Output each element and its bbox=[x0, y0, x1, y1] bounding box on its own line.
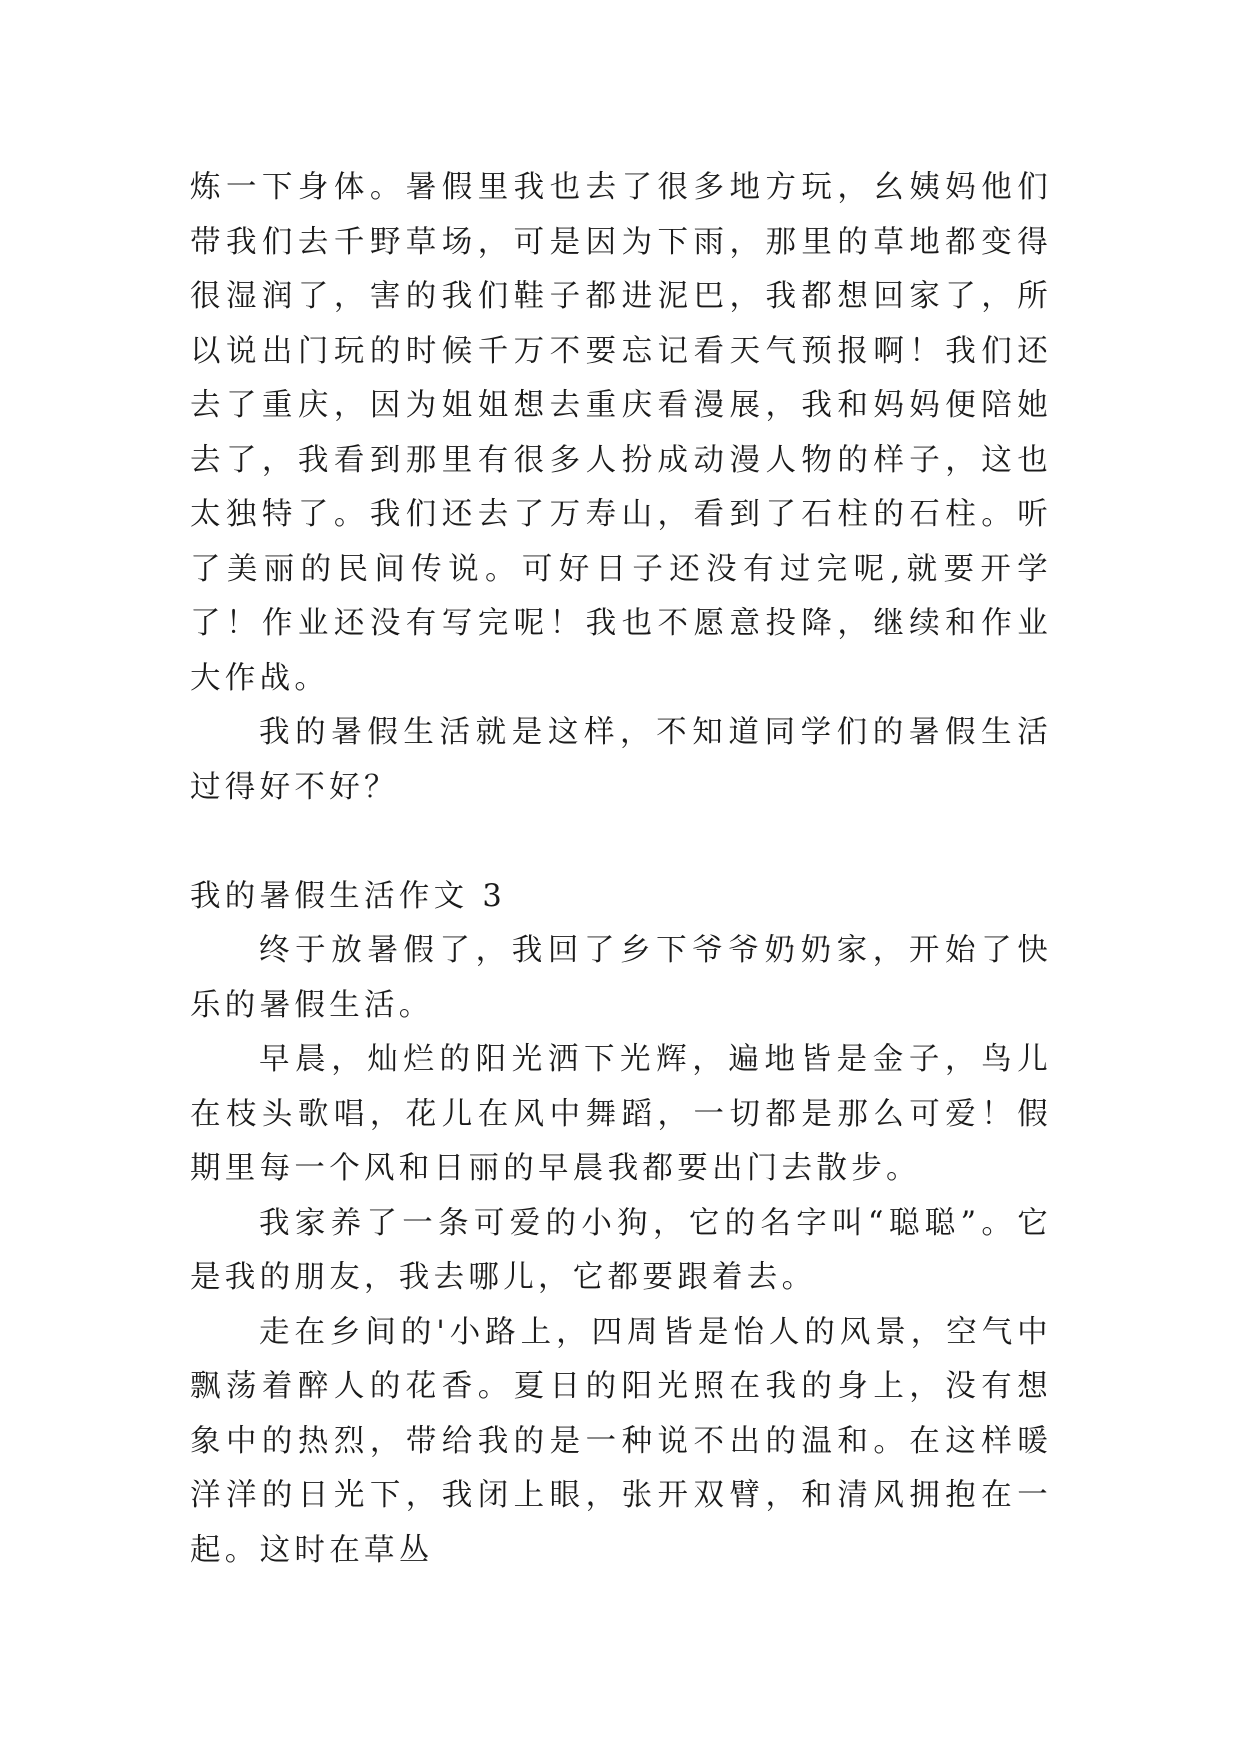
paragraph: 我家养了一条可爱的小狗，它的名字叫“聪聪”。它是我的朋友，我去哪儿，它都要跟着去。 bbox=[190, 1205, 1052, 1295]
paragraph-continued: 炼一下身体。暑假里我也去了很多地方玩，幺姨妈他们带我们去千野草场，可是因为下雨，那里的草地都变得很湿润了，害的我们鞋子都进泥巴，我都想回家了，所以说出门玩的时候千万不要忘记看天气预报啊！我们还去了重庆，因为姐姐想去重庆看漫展，我和妈妈便陪她去了，我看到那里有很多人扮成动漫人物的样子，这也太独特了。我们还去了万寿山，看到了石柱的石柱。听了美丽的民间传说。可好日子还没有过完呢,就要开学了！作业还没有写完呢！我也不愿意投降，继续和作业大作战。 bbox=[190, 170, 1052, 696]
section2-tail bbox=[190, 161, 1052, 815]
paragraph: 走在乡间的'小路上，四周皆是怡人的风景，空气中飘荡着醉人的花香。夏日的阳光照在我的身上，没有想象中的热烈，带给我的是一种说不出的温和。在这样暖洋洋的日光下，我闭上眼，张开双臂，和清风拥抱在一起。这时在草丛 bbox=[190, 1314, 1052, 1568]
paragraph: 终于放暑假了，我回了乡下爷爷奶奶家，开始了快乐的暑假生活。 bbox=[190, 933, 1052, 1023]
closing-paragraph: 我的暑假生活就是这样，不知道同学们的暑假生活过得好不好？ bbox=[190, 715, 1052, 805]
paragraph: 早晨，灿烂的阳光洒下光辉，遍地皆是金子，鸟儿在枝头歌唱，花儿在风中舞蹈，一切都是那么可爱！假期里每一个风和日丽的早晨我都要出门去散步。 bbox=[190, 1042, 1052, 1186]
section3-body bbox=[190, 924, 1052, 1578]
section-heading: 我的暑假生活作文 3 bbox=[190, 879, 507, 914]
